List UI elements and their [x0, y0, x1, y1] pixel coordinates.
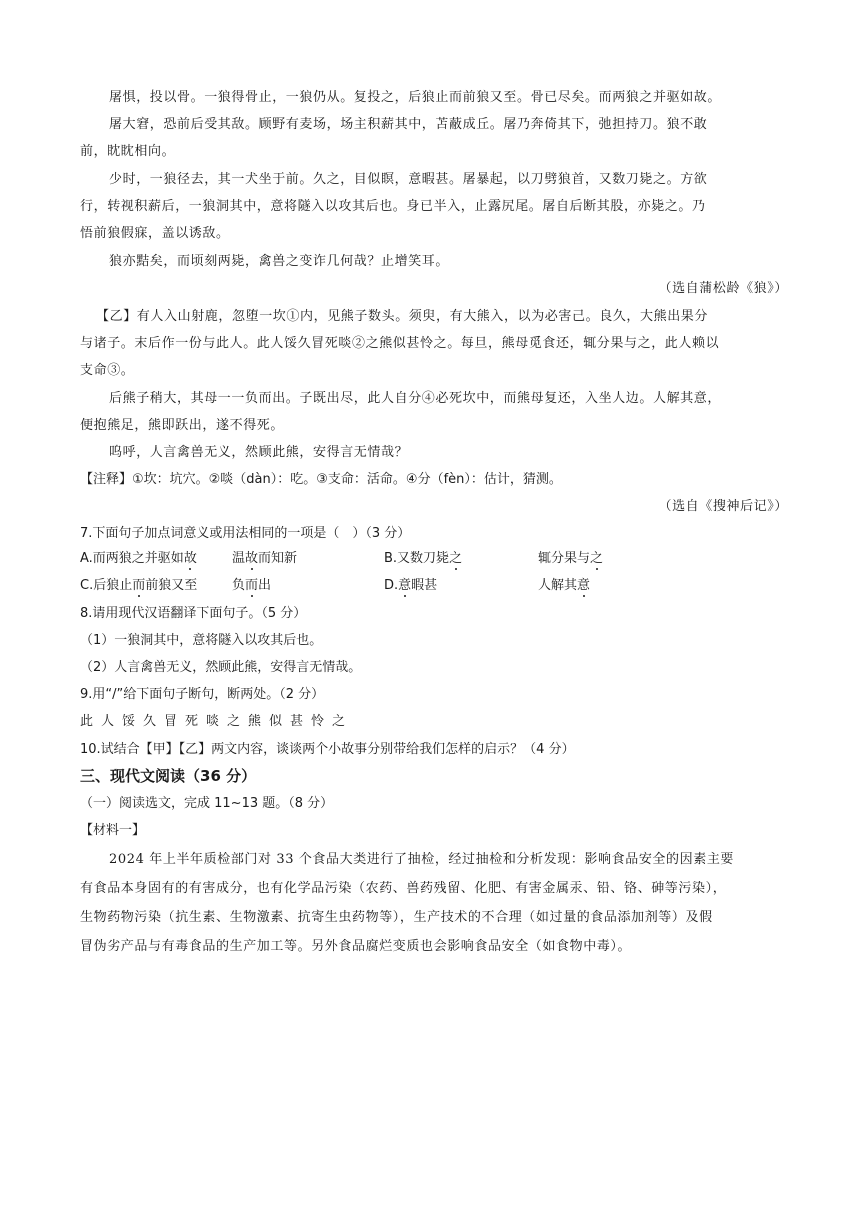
question-7-option-c-part-2: 负而出	[232, 578, 272, 593]
jia-paragraph-3-line-2: 行，转视积薪后，一狼洞其中，意将隧入以攻其后也。身已半入，止露尻尾。屠自后断其股，亦毙之。乃	[80, 199, 706, 214]
jia-paragraph-2-line-1: 屠大窘，恐前后受其敌。顾野有麦场，场主积薪其中，苫蔽成丘。屠乃奔倚其下，弛担持刀。狼不敢	[109, 117, 708, 132]
material-1-line-4: 冒伪劣产品与有毒食品的生产加工等。另外食品腐烂变质也会影响食品安全（如食物中毒）。	[80, 939, 632, 954]
question-8-sentence-1: （1）一狼洞其中，意将隧入以攻其后也。	[80, 633, 323, 648]
yi-paragraph-2-line-1: 后熊子稍大，其母一一负而出。子既出尽，此人自分④必死坎中，而熊母复还，入坐人边。人解其意，	[109, 391, 722, 406]
dotted-word: 之	[590, 551, 604, 566]
yi-paragraph-1-line-1: 【乙】有人入山射鹿，忽堕一坎①内，见熊子数头。须臾，有大熊入，以为必害己。良久，大熊出果分	[96, 309, 709, 324]
yi-paragraph-1-line-2: 与诸子。末后作一份与此人。此人馁久冒死啖②之熊似甚怜之。每旦，熊母觅食还，辄分果与之，此人赖以	[80, 336, 720, 351]
question-9-stem: 9.用“/”给下面句子断句，断两处。（2 分）	[80, 687, 325, 702]
question-7-option-b-part-2: 辄分果与之	[538, 551, 604, 566]
question-7-option-a-part-2: 温故而知新	[232, 551, 298, 566]
material-1-line-1: 2024 年上半年质检部门对 33 个食品大类进行了抽检，经过抽检和分析发现：影响食品安全的因素主要	[109, 852, 735, 867]
yi-notes: 【注释】①坎：坑穴。②啖（dàn）：吃。③支命：活命。④分（fèn）：估计，猜测。	[80, 472, 562, 487]
question-9-sentence: 此人馁久冒死啖之熊似甚怜之	[80, 714, 354, 729]
jia-source: （选自蒲松龄《狼》）	[658, 281, 788, 296]
dotted-word: 而	[132, 578, 146, 593]
question-7-option-b-part-1: B.又数刀毙之	[384, 551, 463, 566]
dotted-word: 意	[577, 578, 591, 593]
question-7-stem: 7.下面句子加点词意义或用法相同的一项是（ ）（3 分）	[80, 526, 411, 541]
jia-paragraph-4: 狼亦黠矣，而顷刻两毙，禽兽之变诈几何哉？止增笑耳。	[109, 254, 450, 269]
question-8-stem: 8.请用现代汉语翻译下面句子。（5 分）	[80, 606, 307, 621]
question-7-option-a-part-1: A.而两狼之并驱如故	[80, 551, 197, 566]
question-7-option-d-part-2: 人解其意	[538, 578, 591, 593]
yi-paragraph-3: 呜呼，人言禽兽无义，然顾此熊，安得言无情哉？	[109, 445, 409, 460]
dotted-word: 而	[245, 578, 259, 593]
question-7-option-c-part-1: C.后狼止而前狼又至	[80, 578, 198, 593]
dotted-word: 故	[245, 551, 259, 566]
yi-paragraph-2-line-2: 便抱熊足，熊即跃出，遂不得死。	[80, 418, 285, 433]
section-3-title: 三、现代文阅读（36 分）	[80, 767, 257, 785]
question-10-stem: 10.试结合【甲】【乙】两文内容，谈谈两个小故事分别带给我们怎样的启示？（4 分）	[80, 742, 575, 757]
dotted-word: 之	[449, 551, 463, 566]
material-1-line-3: 生物药物污染（抗生素、生物激素、抗寄生虫药物等），生产技术的不合理（如过量的食品添加剂等）及假	[80, 910, 713, 925]
question-7-option-d-part-1: D.意暇甚	[384, 578, 438, 593]
question-8-sentence-2: （2）人言禽兽无义，然顾此熊，安得言无情哉。	[80, 660, 362, 675]
jia-paragraph-2-line-2: 前，眈眈相向。	[80, 144, 176, 159]
yi-paragraph-1-line-3: 支命③。	[80, 363, 135, 378]
yi-source: （选自《搜神后记》）	[658, 499, 788, 514]
material-1-heading: 【材料一】	[80, 823, 146, 838]
jia-paragraph-3-line-1: 少时，一狼径去，其一犬坐于前。久之，目似瞑，意暇甚。屠暴起，以刀劈狼首，又数刀毙之。方欲	[109, 172, 708, 187]
jia-paragraph-1: 屠惧，投以骨。一狼得骨止，一狼仍从。复投之，后狼止而前狼又至。骨已尽矣。而两狼之并驱如故。	[109, 90, 722, 105]
dotted-word: 意	[398, 578, 412, 593]
jia-paragraph-3-line-3: 悟前狼假寐，盖以诱敌。	[80, 226, 230, 241]
material-1-line-2: 有食品本身固有的有害成分，也有化学品污染（农药、兽药残留、化肥、有害金属汞、铅、铬、砷等污染），	[80, 881, 727, 896]
dotted-word: 故	[183, 551, 197, 566]
section-3-subtitle: （一）阅读选文，完成 11~13 题。（8 分）	[80, 796, 334, 811]
